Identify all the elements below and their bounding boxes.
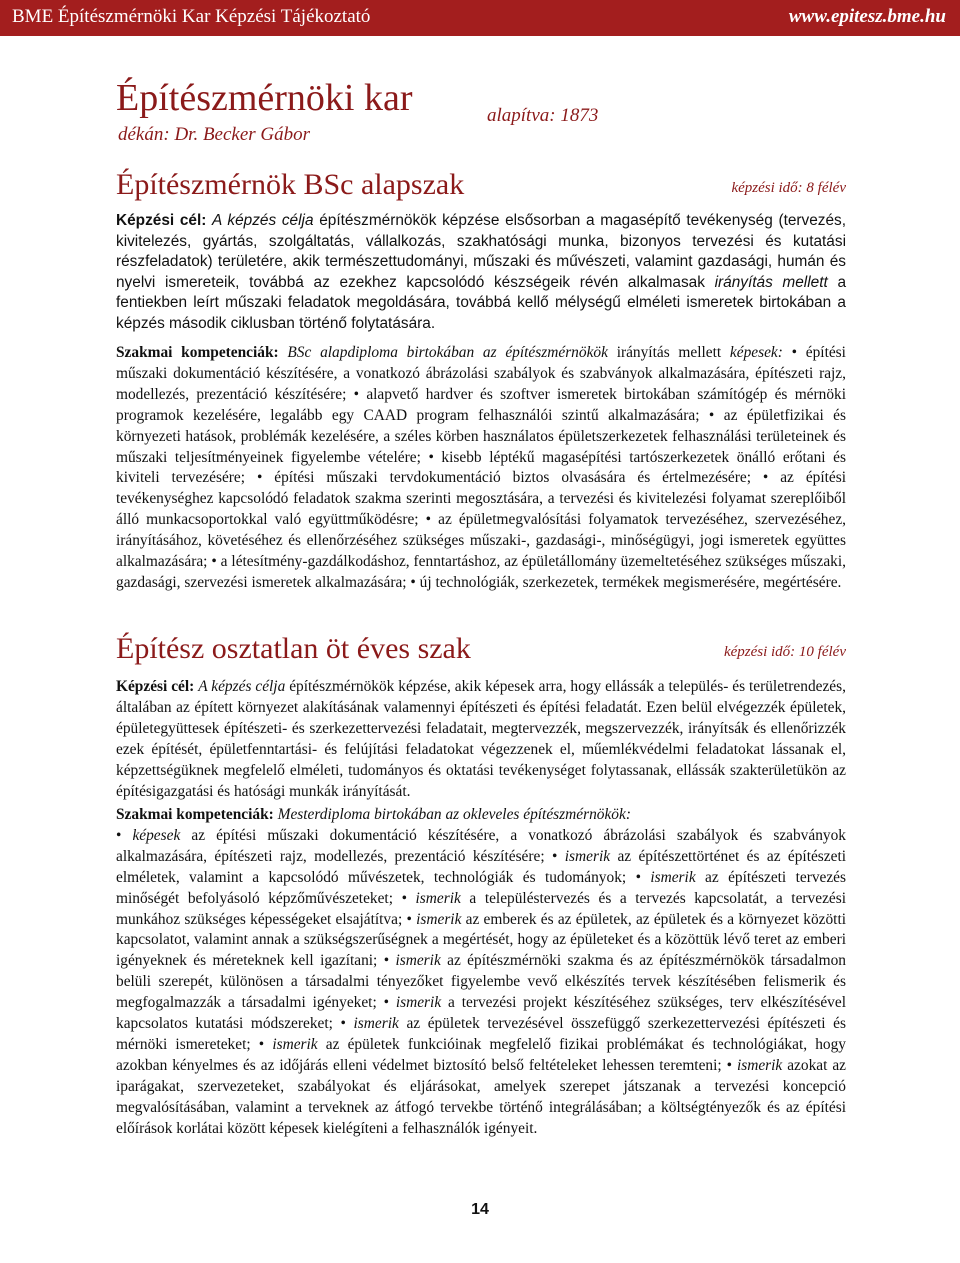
competency-text: azokat az iparágakat, szervezeteket, szabályokat és eljárásokat, amelyek szerepet játszanak a tervezési koncepció megvalósításában, valamint a terveknek az átfogó tervekbe történő integrálásában; a költségtényezők és az építési előírások korlátai között képesek kielégíteni a felhasználók igényeit. <box>116 1056 846 1137</box>
bsc-goal-text-2: a fentiekben leírt műszaki feladatok megoldására, továbbá kellő mélységű elméleti ismeretek birtokában a képzés második ciklusban történő folytatására. <box>116 273 846 332</box>
bsc-goal-italic-2: irányítás mellett <box>714 273 828 291</box>
competency-text: a tervezési projekt készítéséhez szükséges, terv elkészítésével kapcsolatos kutatási módszereket; <box>116 994 846 1033</box>
bsc-heading-row <box>116 168 846 201</box>
competency-text: a településtervezés és a tervezés kapcsolatát, a tervezési munkához szükséges képességeket elsajátítva; <box>116 889 846 928</box>
competency-keyword: képesek <box>132 826 181 844</box>
bsc-comp-label: Szakmai kompetenciák: <box>116 344 279 361</box>
competency-keyword: ismerik <box>736 1056 783 1074</box>
competency-text: az emberek és az épületek, az épületek és a környezet közötti kapcsolatot, valamint annak a szükségszerűségnek a megértését, hogy az épületeket és a közöttük lévő teret az emberi igényeknek és méreteknek kell igazítani; <box>116 910 847 970</box>
bsc-title: Építészmérnök BSc alapszak <box>116 168 465 201</box>
bullet-icon: • <box>116 826 133 844</box>
bsc-comp-italic-2: képesek: <box>729 344 783 361</box>
competency-keyword: ismerik <box>395 952 441 970</box>
competency-text: az építészeti tervezés minőségét befolyásoló képzőművészeteket; <box>116 868 846 907</box>
bullet-icon: • <box>383 952 396 970</box>
msc-goal-label: Képzési cél: <box>116 678 195 695</box>
competency-keyword: ismerik <box>415 889 461 907</box>
competency-keyword: ismerik <box>395 994 442 1012</box>
bsc-duration: képzési idő: 8 félév <box>731 180 846 196</box>
competency-keyword: ismerik <box>353 1015 399 1033</box>
bsc-comp-plain: irányítás mellett <box>616 344 722 361</box>
header-url[interactable]: www.epitesz.bme.hu <box>788 6 946 27</box>
dean-line: dékán: Dr. Becker Gábor <box>118 124 311 145</box>
bullet-icon: • <box>401 889 416 907</box>
bullet-icon: • <box>635 868 651 886</box>
msc-goal <box>116 677 846 802</box>
bsc-goal-italic: A képzés célja <box>212 212 314 229</box>
bsc-goal-text: építészmérnökök képzése elsősorban a magasépítő tevékenység (tervezés, kivitelezés, gyártás, szolgáltatás, vállalkozás, szakhatósági munka, bizonyos tervezési és kutatási részfeladatok) területére, akik természettudományi, műszaki és művészeti, valamint gazdasági, humán és nyelvi ismereteik, továbbá az ezekhez kapcsolódó készségeik révén alkalmasak <box>116 212 847 291</box>
competency-keyword: ismerik <box>272 1035 318 1053</box>
competency-text: az épületek funkcióinak megfelelő fizikai problémákat és technológiákat, hogy azokban kényelmes és az időjárás elleni védelmet biztosító belső feltételeket lehessen teremteni; <box>116 1035 846 1074</box>
faculty-title: Építészmérnöki kar <box>116 77 413 119</box>
msc-competencies <box>116 805 846 1140</box>
msc-heading-row <box>116 632 846 665</box>
msc-goal-text: építészmérnökök képzése, akik képesek arra, hogy ellássák a település- és területrendezés, általában az épített környezet alakításának valamennyi építészeti és építési feladatát. Ezen belül elvégezzék épületek, épületegyüttesek építészeti- és szerkezettervezési feladatait, megtervezzék, megszervezzék, irányítsák és ellenőrizzék ezek építését, épületfenntartási- és felújítási feladatokat végezzenek el, műemlékvédelmi feladatokat lássanak el, képzettségüknek megfelelő elméleti, tudományos és oktatási tevékenységet folytassanak, ellássák szakterületükön az építésigazgatási és hatósági munkák irányítását. <box>116 678 846 800</box>
msc-competency-list <box>116 826 846 1140</box>
page-number: 14 <box>471 1201 489 1218</box>
bsc-goal-label: Képzési cél: <box>116 212 207 229</box>
header-title: BME Építészmérnöki Kar Képzési Tájékoztató <box>12 6 371 27</box>
bullet-icon: • <box>340 1015 354 1033</box>
competency-text: az építészettörténet és az építészeti elméletek, valamint a kapcsolódó művészetek, technológiák és tudományok; <box>116 847 847 886</box>
bullet-icon: • <box>383 994 396 1012</box>
bsc-goal <box>116 211 846 334</box>
msc-duration: képzési idő: 10 félév <box>723 644 846 660</box>
bullet-icon: • <box>406 910 417 928</box>
competency-keyword: ismerik <box>416 910 462 928</box>
page-header <box>0 0 960 36</box>
bullet-icon: • <box>726 1056 737 1074</box>
msc-comp-italic: Mesterdiploma birtokában az okleveles építészmérnökök: <box>277 806 631 823</box>
competency-text: az épületek tervezésével összefüggő szerkezettervezési építészeti és mérnöki ismereteket; <box>116 1015 846 1053</box>
msc-title: Építész osztatlan öt éves szak <box>116 632 471 665</box>
bsc-comp-italic: BSc alapdiploma birtokában az építészmérnökök <box>287 344 608 361</box>
bsc-competencies <box>116 343 846 594</box>
competency-keyword: ismerik <box>650 868 696 886</box>
competency-text: az építészmérnöki szakma és az építészmérnökök társadalmon belüli szerepét, különösen a társadalmi tényezőket figyelembe vevő elkészítés tervek készítésében felismerik és megfogalmazzák a társadalmi igényeket; <box>116 952 846 1012</box>
bsc-comp-text: • építési műszaki dokumentáció készítésére, a vonatkozó ábrázolási szabályok és szabványok alkalmazására, építészeti rajz, modellezés, prezentáció készítésére; • alapvető hardver és szoftver ismeretek birtokában számítógép és mérnöki programok kezelésére, legalább egy CAAD program felhasználói szintű alkalmazására; • az épületfizikai és környezeti hatások, problémák kezelésére, a széles körben használatos épületszerkezetek felhasználási területeinek és műszaki teljesítményeinek figyelembe vételére; • kisebb léptékű magasépítési tartószerkezetek önálló erőtani és kiviteli tervezésére; • építési műszaki tervdokumentáció biztos olvasására és értelmezésére; • az építési tevékenységhez kapcsolódó feladatok szakma szerinti megosztására, a tervezési és kivitelezési folyamat szereplőiből álló munkacsoportokkal való együttműködésre; • az épületmegvalósítási folyamatok tervezéséhez, szervezéséhez, irányításához, követéséhez és ellenőrzéséhez szükséges műszaki-, gazdasági-, minőségügyi, jogi ismeretek együttes alkalmazására; • a létesítmény-gazdálkodáshoz, fenntartáshoz, az épületállomány üzemeltetéséhez szükséges műszaki, gazdasági, szervezési ismeretek alkalmazására; • új technológiák, szerkezetek, termékek megismerésére, megértésére. <box>116 344 846 591</box>
competency-text: az építési műszaki dokumentáció készítésére, a vonatkozó ábrázolási szabályok és szabványok alkalmazására, építészeti rajz, modellezés, prezentáció készítésére; <box>116 826 846 865</box>
competency-keyword: ismerik <box>564 847 611 865</box>
bullet-icon: • <box>552 847 565 865</box>
founded-line: alapítva: 1873 <box>487 105 599 126</box>
msc-comp-label: Szakmai kompetenciák: <box>116 806 274 823</box>
msc-goal-italic: A képzés célja <box>198 678 286 695</box>
bullet-icon: • <box>258 1035 273 1053</box>
